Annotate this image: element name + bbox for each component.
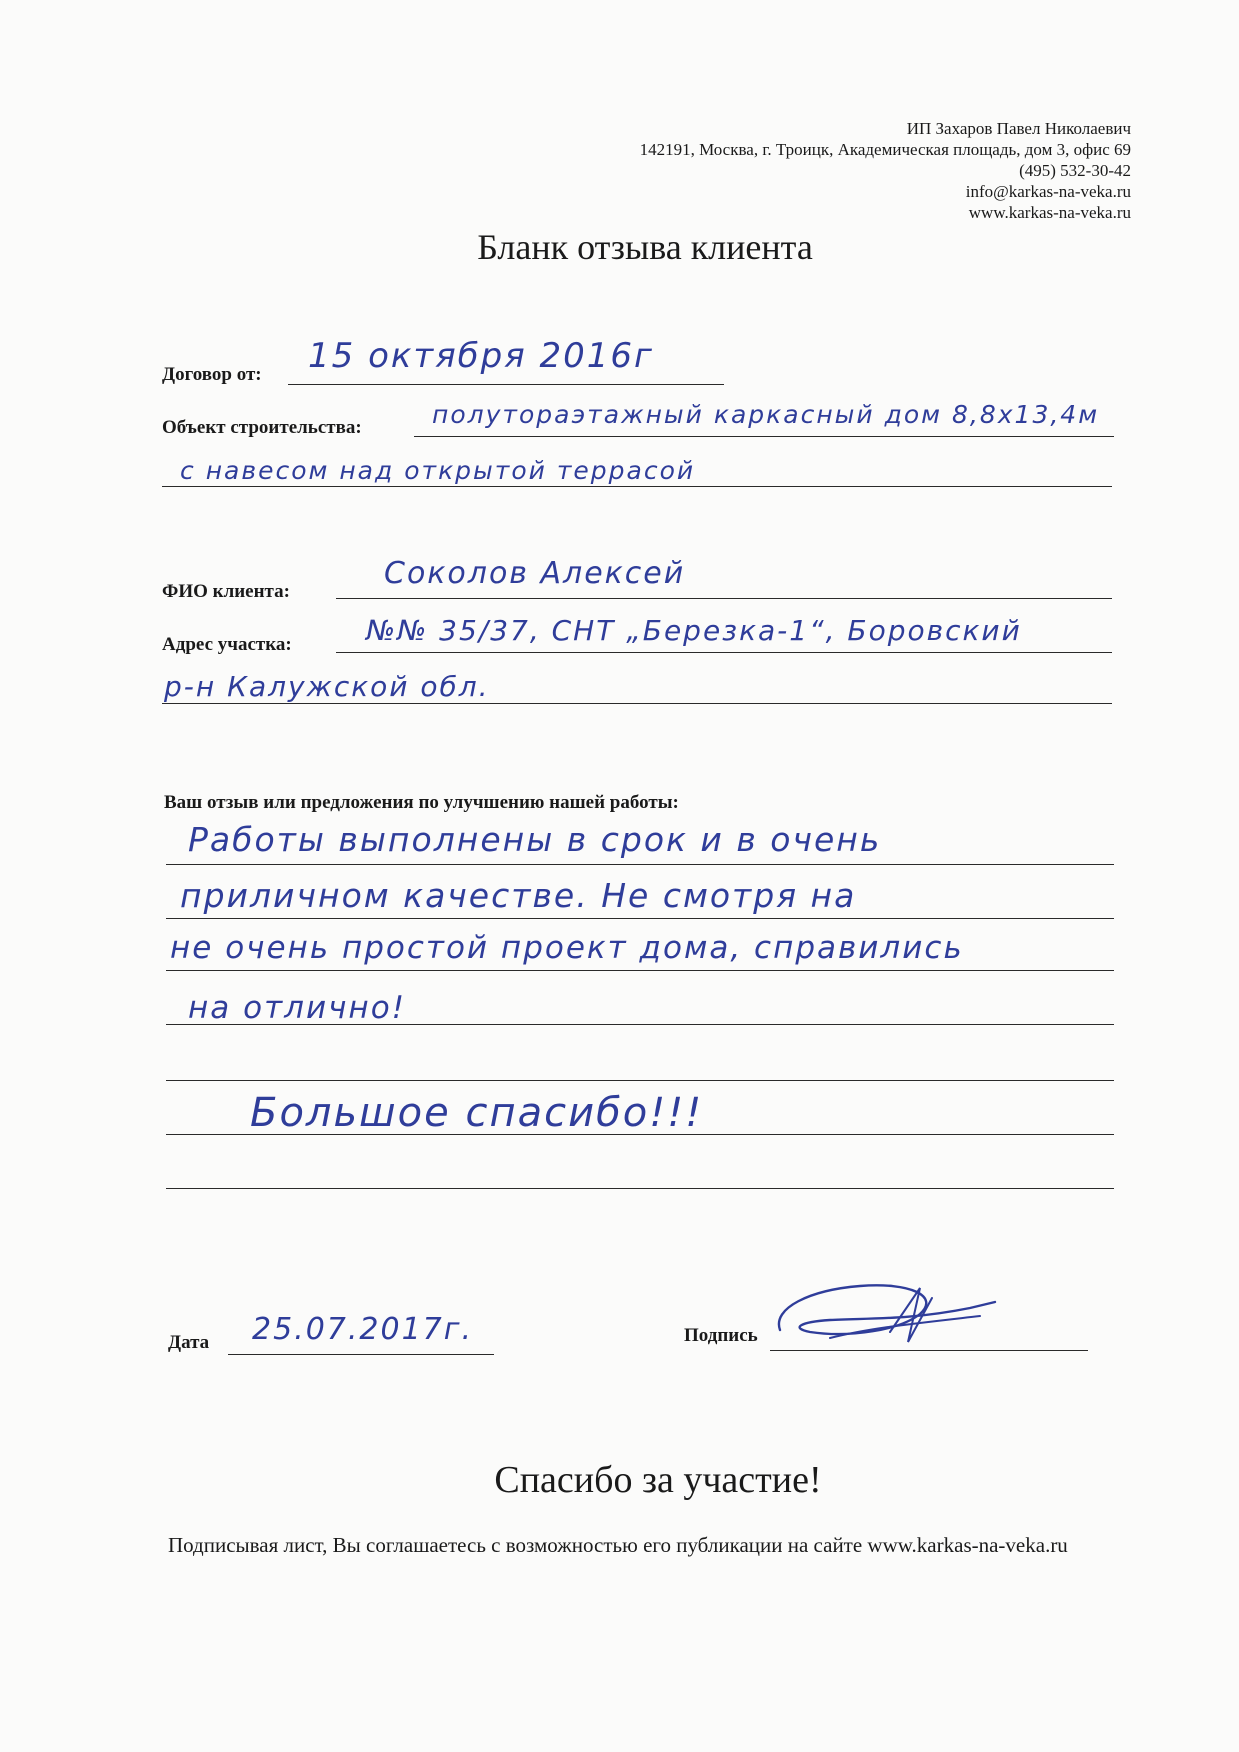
feedback-text-1: Работы выполнены в срок и в очень [188, 820, 882, 859]
company-website: www.karkas-na-veka.ru [968, 203, 1131, 222]
date-label: Дата [168, 1332, 210, 1353]
feedback-line-1 [166, 864, 1114, 865]
contract-date-value: 15 октября 2016г [308, 336, 654, 376]
construction-object-line-1 [414, 436, 1114, 437]
date-line [228, 1354, 494, 1355]
company-phone: (495) 532-30-42 [1019, 161, 1131, 180]
site-address-line-2 [162, 703, 1112, 704]
feedback-text-2: приличном качестве. Не смотря на [180, 876, 857, 915]
construction-object-label: Объект строительства: [162, 417, 362, 438]
contract-date-label: Договор от: [162, 364, 262, 385]
feedback-line-5 [166, 1080, 1114, 1081]
construction-object-line-2 [162, 486, 1112, 487]
feedback-text-6: Большое спасибо!!! [250, 1090, 704, 1136]
feedback-line-3 [166, 970, 1114, 971]
feedback-text-3: не очень простой проект дома, справились [170, 930, 964, 966]
client-name-label: ФИО клиента: [162, 581, 290, 602]
site-address-label: Адрес участка: [162, 634, 292, 655]
company-name: ИП Захаров Павел Николаевич [906, 119, 1131, 138]
client-name-value: Соколов Алексей [384, 556, 686, 591]
company-header [640, 118, 1131, 223]
form-title: Бланк отзыва клиента [477, 227, 813, 267]
client-name-line [336, 598, 1112, 599]
feedback-line-2 [166, 918, 1114, 919]
site-address-value-2: р-н Калужской обл. [164, 670, 490, 703]
contract-date-line [288, 384, 724, 385]
company-address: 142191, Москва, г. Троицк, Академическая площадь, дом 3, офис 69 [639, 140, 1131, 159]
signature-label: Подпись [684, 1325, 758, 1346]
site-address-value-1: №№ 35/37, СНТ „Березка-1“, Боровский [366, 614, 1022, 647]
construction-object-value-1: полутораэтажный каркасный дом 8,8х13,4м [432, 400, 1100, 429]
feedback-label: Ваш отзыв или предложения по улучшению нашей работы: [164, 792, 679, 813]
construction-object-value-2: с навесом над открытой террасой [180, 456, 696, 485]
company-email: info@karkas-na-veka.ru [965, 182, 1131, 201]
site-address-line-1 [336, 652, 1112, 653]
publication-notice: Подписывая лист, Вы соглашаетесь с возможностью его публикации на сайте www.karkas-na-veka.ru [168, 1533, 1068, 1557]
feedback-text-4: на отлично! [188, 990, 407, 1026]
handwritten-signature [770, 1268, 1000, 1360]
thanks-heading: Спасибо за участие! [494, 1459, 822, 1501]
feedback-line-7 [166, 1188, 1114, 1189]
date-value: 25.07.2017г. [252, 1312, 474, 1347]
